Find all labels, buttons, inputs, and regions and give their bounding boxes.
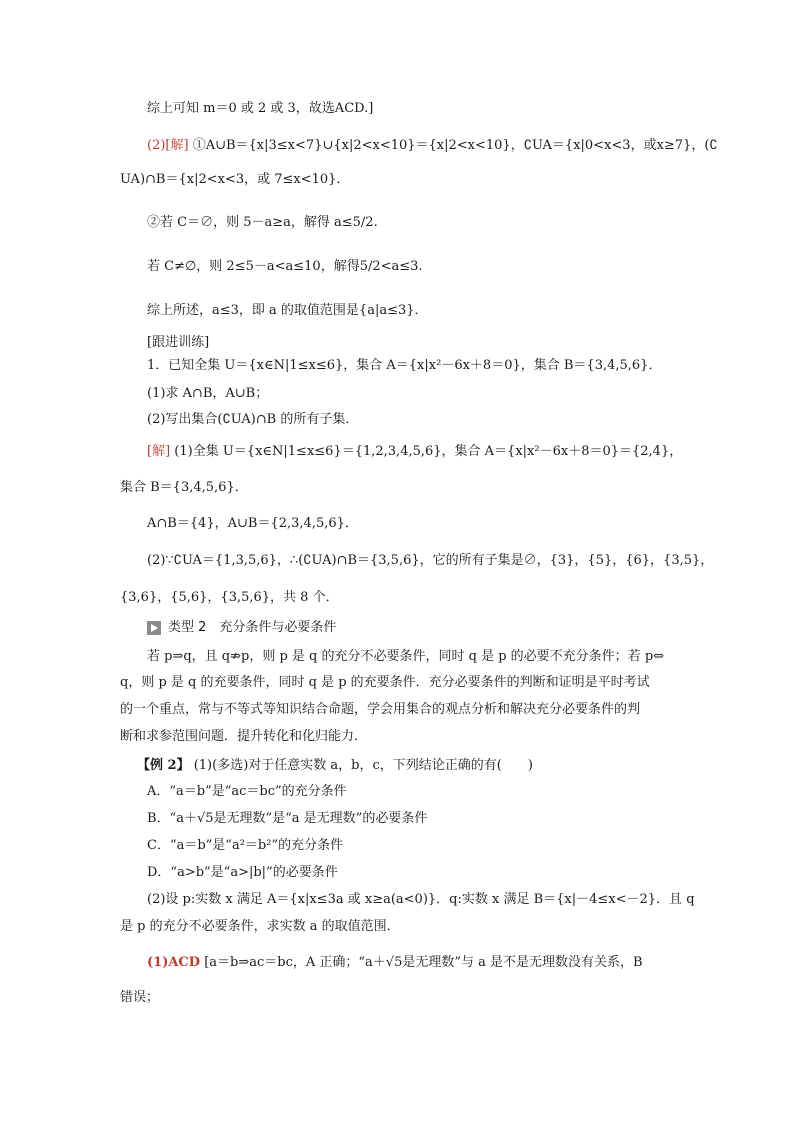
example-label: 【例 2】 — [137, 758, 190, 773]
solution-label: [解] — [147, 444, 171, 459]
text-line: (2)写出集合(∁UA)∩B 的所有子集． — [147, 412, 359, 427]
text-line: q，则 p 是 q 的充要条件，同时 q 是 p 的充要条件．充分必要条件的判断和证明是平时考试 — [120, 675, 650, 690]
text-line: (1)求 A∩B，A∪B； — [147, 386, 269, 401]
solution-label: (2)[解] — [147, 138, 189, 153]
text-span: (1)全集 U＝{x∈N|1≤x≤6}＝{1,2,3,4,5,6}，集合 A＝{x|x²－6x＋8＝0}＝{2,4}， — [174, 444, 683, 459]
answer-label: (1)ACD — [147, 955, 201, 970]
text-line: 综上可知 m＝0 或 2 或 3，故选ACD.] — [147, 101, 374, 116]
text-line: 若 p⇒q，且 q⇏p，则 p 是 q 的充分不必要条件，同时 q 是 p 的必要不充分条件；若 p⇔ — [147, 649, 665, 664]
text-line: ②若 C＝∅，则 5－a≥a，解得 a≤5/2. — [147, 215, 378, 230]
text-line: 错误； — [120, 990, 160, 1005]
text-line: (2)设 p:实数 x 满足 A＝{x|x≤3a 或 x≥a(a<0)}．q:实数 x 满足 B＝{x|－4≤x<－2}．且 q — [147, 892, 695, 907]
text-line: A∩B＝{4}，A∪B＝{2,3,4,5,6}． — [147, 516, 358, 531]
text-line: 若 C≠∅，则 2≤5－a<a≤10，解得5/2<a≤3. — [147, 259, 423, 274]
text-line: UA)∩B＝{x|2<x<3，或 7≤x<10}． — [120, 172, 350, 187]
text-span: ①A∪B＝{x|3≤x<7}∪{x|2<x<10}＝{x|2<x<10}，∁UA＝{x|0<x<3，或x≥7}，(∁ — [192, 138, 718, 153]
section-title: 类型 2 充分条件与必要条件 — [168, 620, 337, 635]
option-a: A．“a＝b”是“ac＝bc”的充分条件 — [147, 784, 347, 799]
text-line — [147, 137, 718, 155]
text-line: 1．已知全集 U＝{x∈N|1≤x≤6}，集合 A＝{x|x²－6x＋8＝0}，集合 B＝{3,4,5,6}． — [147, 358, 662, 373]
text-line — [147, 443, 682, 461]
option-b: B．“a＋√5是无理数”是“a 是无理数”的必要条件 — [147, 811, 428, 826]
play-icon — [147, 621, 161, 635]
text-line: 断和求参范围问题．提升转化和化归能力． — [120, 729, 368, 744]
text-line — [147, 954, 643, 972]
text-line: 是 p 的充分不必要条件，求实数 a 的取值范围． — [120, 919, 400, 934]
text-line: 综上所述，a≤3，即 a 的取值范围是{a|a≤3}． — [147, 303, 428, 318]
option-c: C．“a＝b”是“a²＝b²”的充分条件 — [147, 838, 344, 853]
text-span: (1)(多选)对于任意实数 a，b，c，下列结论正确的有( ) — [193, 758, 533, 773]
section-heading: [跟进训练] — [147, 335, 210, 350]
text-line: (2)∵∁UA＝{1,3,5,6}，∴(∁UA)∩B＝{3,5,6}，它的所有子集是∅，{3}，{5}，{6}，{3,5}， — [147, 553, 714, 568]
text-line: 的一个重点，常与不等式等知识结合命题，学会用集合的观点分析和解决充分必要条件的判 — [120, 702, 641, 717]
text-line — [137, 757, 533, 775]
text-span: [a＝b⇒ac＝bc，A 正确；“a＋√5是无理数”与 a 是不是无理数没有关系，B — [204, 955, 643, 970]
text-line: 集合 B＝{3,4,5,6}． — [120, 480, 248, 495]
option-d: D．“a>b”是“a>|b|”的必要条件 — [147, 865, 338, 880]
text-line: {3,6}，{5,6}，{3,5,6}，共 8 个． — [120, 590, 339, 605]
